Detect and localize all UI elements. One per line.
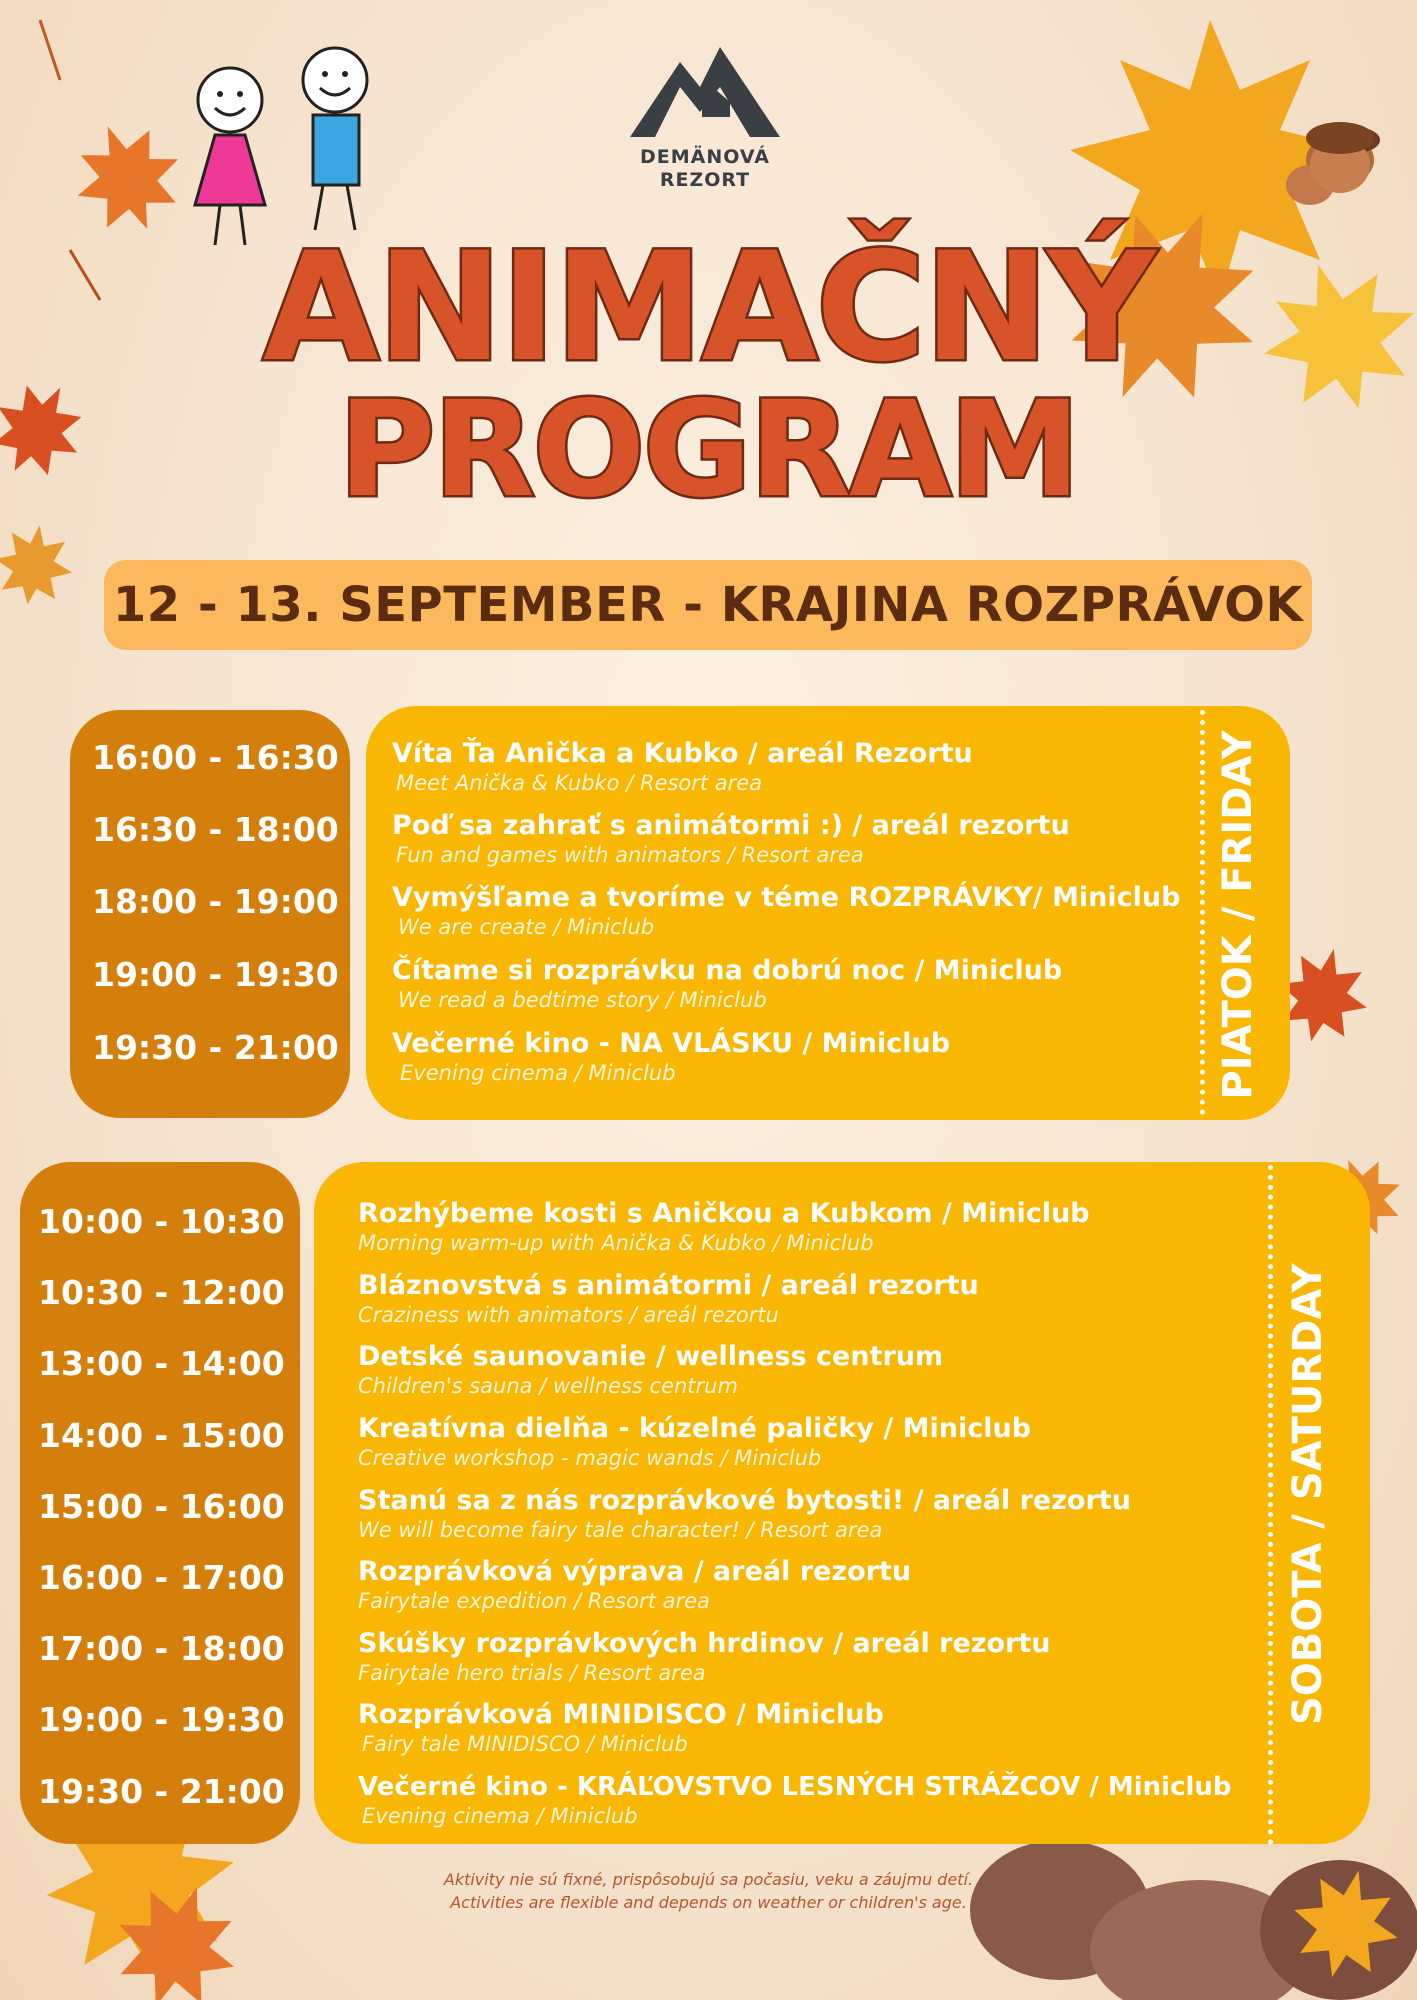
saturday-activity-4 <box>358 1413 1031 1471</box>
friday-activity-5 <box>392 1028 950 1086</box>
friday-divider <box>1200 710 1205 1115</box>
friday-time-2: 16:30 - 18:00 <box>92 810 339 849</box>
saturday-time-9: 19:30 - 21:00 <box>38 1772 285 1811</box>
saturday-time-4: 14:00 - 15:00 <box>38 1416 285 1455</box>
saturday-activity-5 <box>358 1485 1131 1543</box>
friday-time-4: 19:00 - 19:30 <box>92 955 339 994</box>
activity-title: Večerné kino - NA VLÁSKU / Miniclub <box>392 1028 951 1059</box>
activity-translation: Evening cinema / Miniclub <box>400 1061 676 1085</box>
activity-translation: Craziness with animators / areál rezortu <box>358 1303 779 1327</box>
friday-activity-4 <box>392 955 1062 1013</box>
friday-time-1: 16:00 - 16:30 <box>92 738 339 777</box>
footer-note-en: Activities are flexible and depends on weather or children's age. <box>450 1893 967 1912</box>
saturday-time-7: 17:00 - 18:00 <box>38 1629 285 1668</box>
saturday-time-6: 16:00 - 17:00 <box>38 1558 285 1597</box>
activity-translation: We read a bedtime story / Miniclub <box>398 988 767 1012</box>
saturday-activity-3 <box>358 1341 943 1399</box>
friday-activity-3 <box>392 882 1180 940</box>
activity-title: Rozprávková MINIDISCO / Miniclub <box>358 1699 884 1730</box>
activity-title: Kreatívna dielňa - kúzelné paličky / Miniclub <box>358 1413 1032 1444</box>
activity-translation: Morning warm-up with Anička & Kubko / Miniclub <box>358 1231 874 1255</box>
page-title-line-1: ANIMAČNÝ <box>262 221 1155 395</box>
saturday-activity-2 <box>358 1270 979 1328</box>
activity-translation: Fun and games with animators / Resort area <box>396 843 864 867</box>
activity-title: Rozhýbeme kosti s Aničkou a Kubkom / Miniclub <box>358 1198 1090 1229</box>
saturday-divider <box>1268 1165 1273 1845</box>
activity-title: Poď sa zahrať s animátormi :) / areál rezortu <box>392 810 1070 841</box>
activity-translation: Evening cinema / Miniclub <box>362 1804 638 1828</box>
activity-title: Bláznovstvá s animátormi / areál rezortu <box>358 1270 979 1301</box>
activity-title: Vymýšľame a tvoríme v téme ROZPRÁVKY/ Miniclub <box>392 882 1181 913</box>
saturday-time-5: 15:00 - 16:00 <box>38 1487 285 1526</box>
logo-name: DEMÄNOVÁ <box>639 146 771 168</box>
activity-translation: Meet Anička & Kubko / Resort area <box>396 771 763 795</box>
friday-time-3: 18:00 - 19:00 <box>92 882 339 921</box>
activity-title: Čítame si rozprávku na dobrú noc / Miniclub <box>392 955 1063 986</box>
page-title-line-2: PROGRAM <box>338 373 1079 527</box>
footer-note-sk: Aktivity nie sú fixné, prispôsobujú sa počasiu, veku a záujmu detí. <box>443 1870 974 1889</box>
saturday-activity-9 <box>358 1771 1232 1829</box>
saturday-activity-7 <box>358 1628 1051 1686</box>
saturday-time-2: 10:30 - 12:00 <box>38 1273 285 1312</box>
activity-translation: Fairytale expedition / Resort area <box>358 1589 710 1613</box>
friday-activity-1 <box>392 738 973 796</box>
activity-translation: We will become fairy tale character! / Resort area <box>358 1518 883 1542</box>
friday-day-label: PIATOK / FRIDAY <box>1215 730 1261 1100</box>
saturday-activity-6 <box>358 1556 911 1614</box>
activity-translation: We are create / Miniclub <box>398 915 655 939</box>
saturday-time-3: 13:00 - 14:00 <box>38 1344 285 1383</box>
saturday-activity-1 <box>358 1198 1090 1256</box>
saturday-time-1: 10:00 - 10:30 <box>38 1202 285 1241</box>
mountain-logo-icon <box>620 32 790 142</box>
activity-title: Víta Ťa Anička a Kubko / areál Rezortu <box>392 738 973 769</box>
logo-subname: REZORT <box>659 169 751 191</box>
saturday-activity-8 <box>358 1699 884 1757</box>
friday-time-5: 19:30 - 21:00 <box>92 1028 339 1067</box>
resort-logo <box>620 32 790 192</box>
friday-activity-2 <box>392 810 1070 868</box>
activity-translation: Children's sauna / wellness centrum <box>358 1374 738 1398</box>
date-banner: 12 - 13. SEPTEMBER - KRAJINA ROZPRÁVOK <box>104 560 1312 650</box>
activity-title: Skúšky rozprávkových hrdinov / areál rezortu <box>358 1628 1051 1659</box>
activity-translation: Creative workshop - magic wands / Miniclub <box>358 1446 822 1470</box>
activity-title: Rozprávková výprava / areál rezortu <box>358 1556 912 1587</box>
saturday-day-label: SOBOTA / SATURDAY <box>1285 1263 1331 1725</box>
activity-translation: Fairy tale MINIDISCO / Miniclub <box>362 1732 688 1756</box>
saturday-time-8: 19:00 - 19:30 <box>38 1700 285 1739</box>
acorn-icon <box>1300 110 1380 200</box>
activity-title: Stanú sa z nás rozprávkové bytosti! / areál rezortu <box>358 1485 1131 1516</box>
activity-title: Detské saunovanie / wellness centrum <box>358 1341 944 1372</box>
activity-title: Večerné kino - KRÁĽOVSTVO LESNÝCH STRÁŽCOV / Miniclub <box>358 1772 1232 1802</box>
activity-translation: Fairytale hero trials / Resort area <box>358 1661 706 1685</box>
